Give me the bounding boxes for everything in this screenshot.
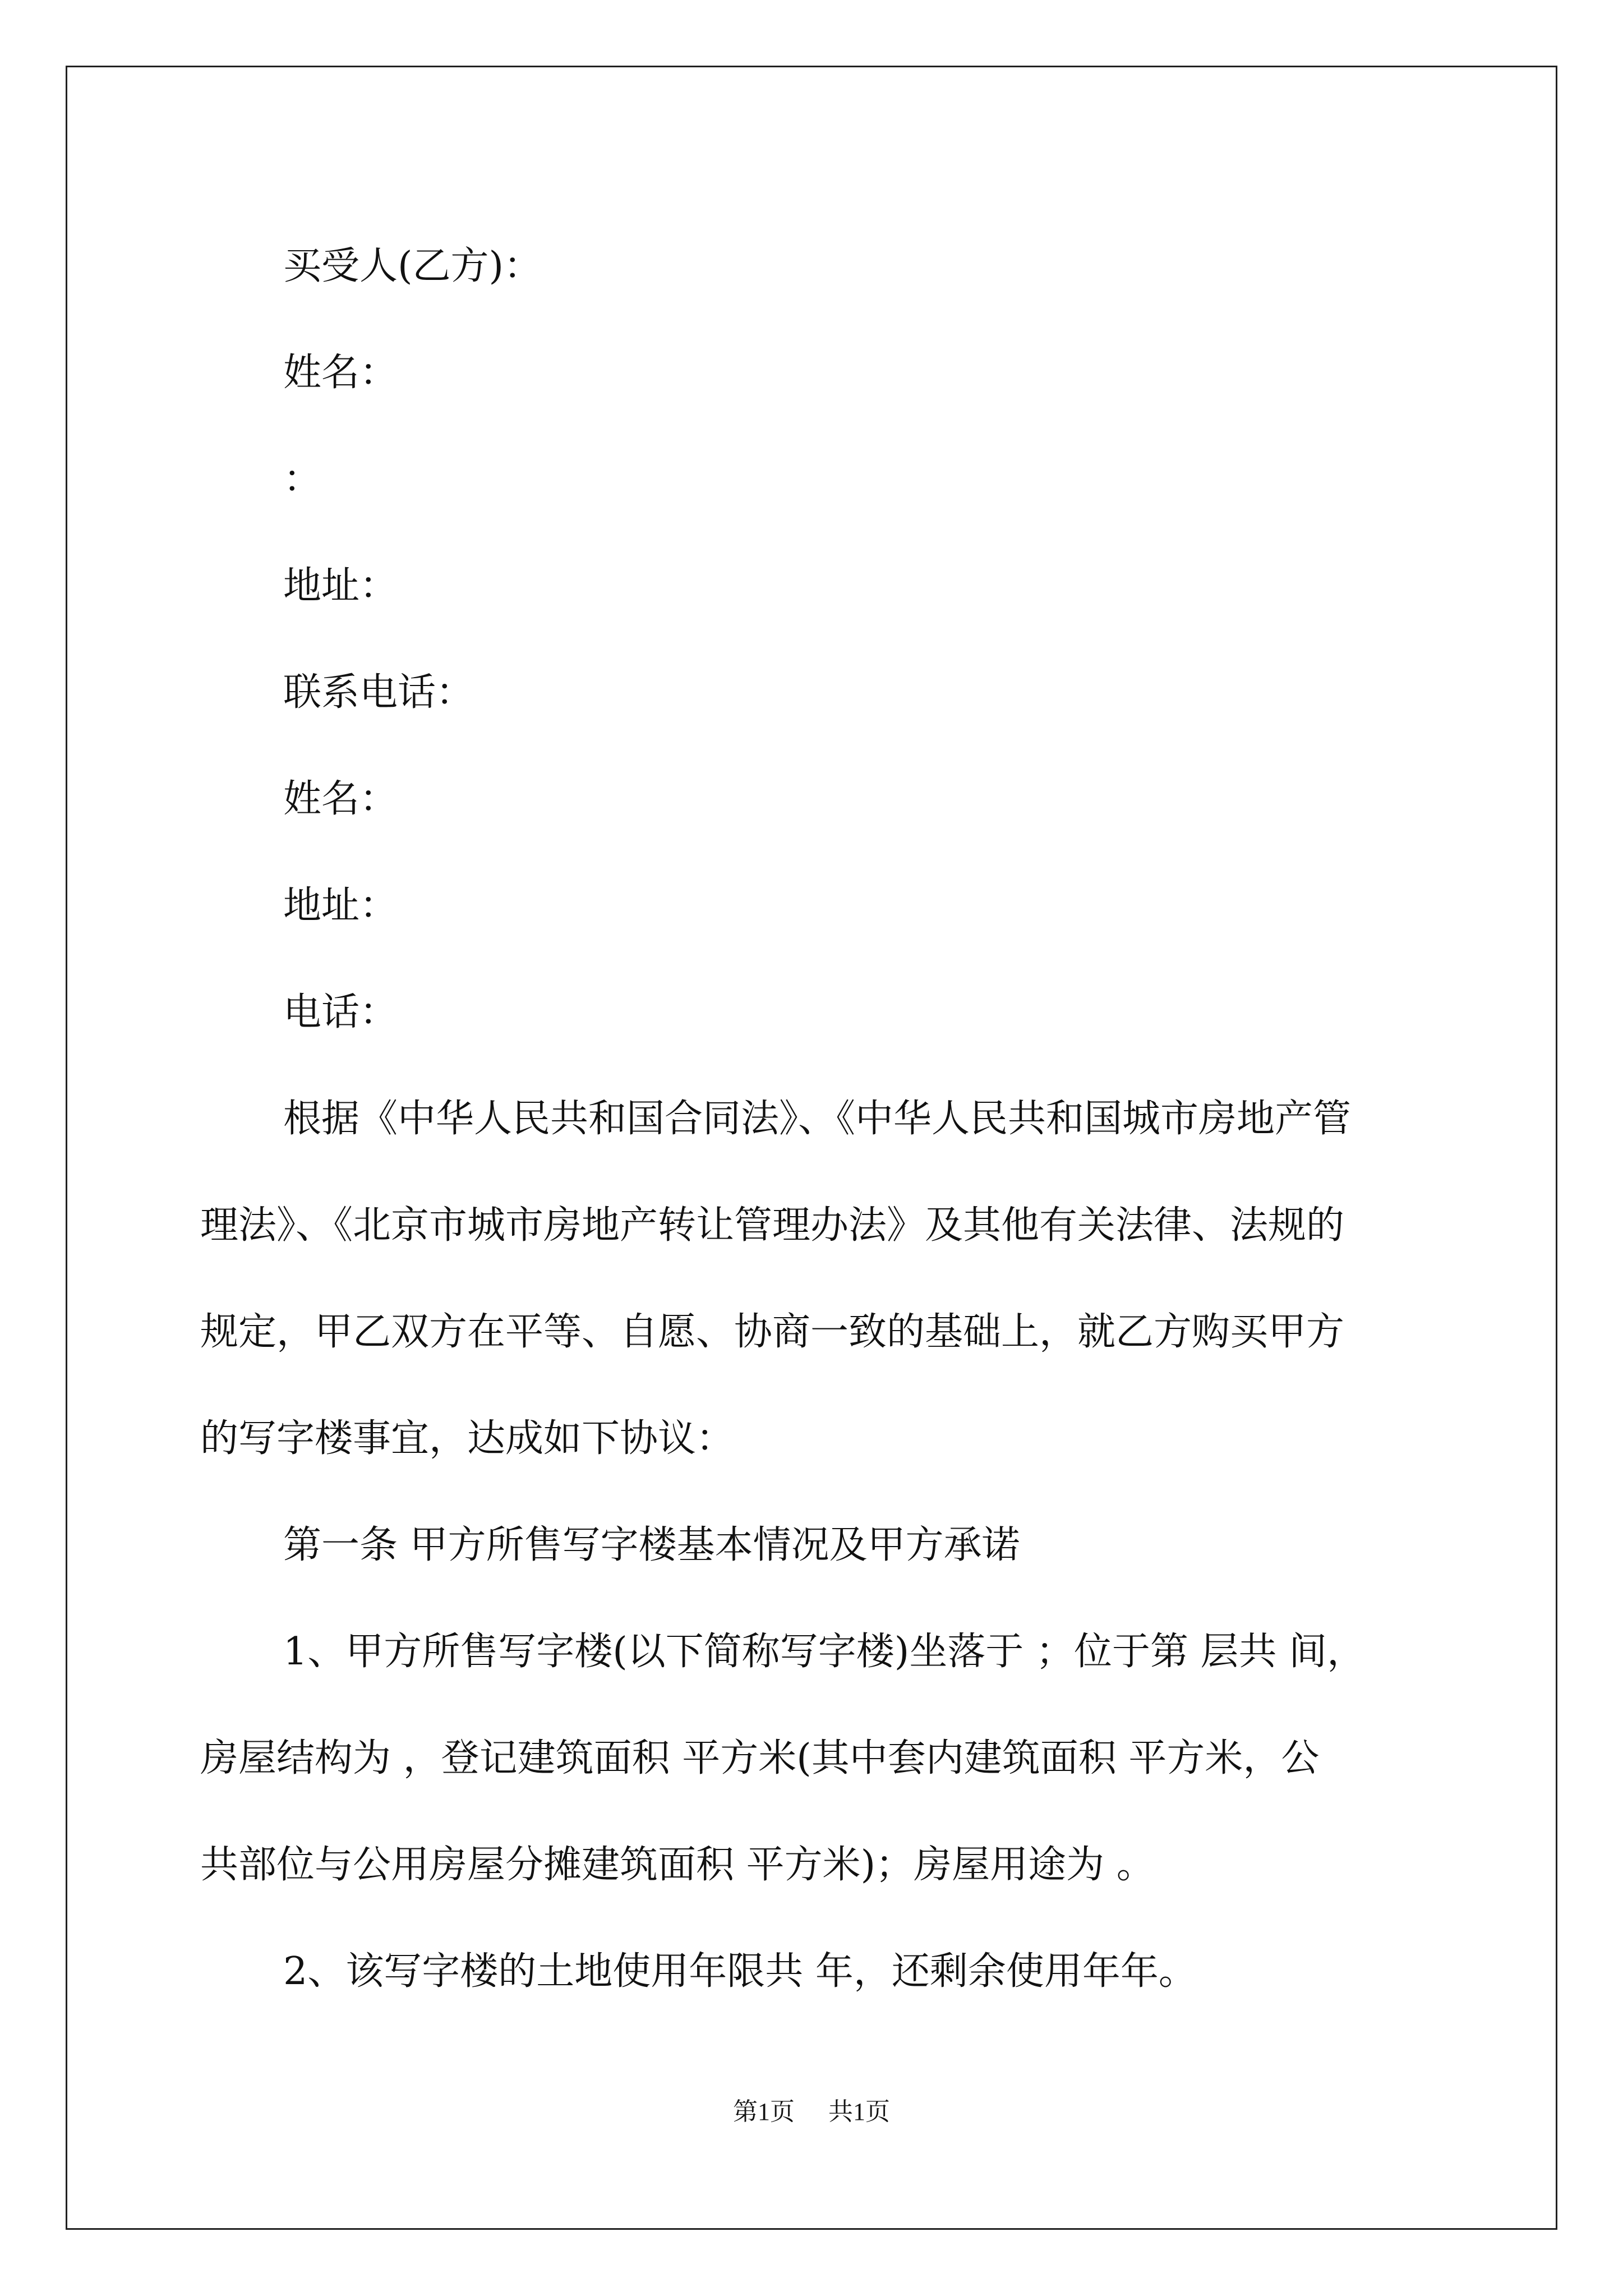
paragraph-line: 理法》、《北京市城市房地产转让管理办法》及其他有关法律、法规的 (200, 1203, 1345, 1248)
paragraph-line: 房屋结构为 ，登记建筑面积 平方米(其中套内建筑面积 平方米，公 (200, 1736, 1320, 1780)
text-line: 地址： (283, 564, 398, 608)
document-body (200, 213, 1434, 2025)
paragraph-line: 根据《中华人民共和国合同法》、《中华人民共和国城市房地产管 (283, 1097, 1352, 1141)
paragraph-line: 的写字楼事宜，达成如下协议： (200, 1416, 735, 1461)
paragraph-line: 1、甲方所售写字楼(以下简称写字楼)坐落于 ；位于第 层共 间， (283, 1630, 1366, 1674)
text-line: ： (283, 457, 322, 501)
article-heading: 第一条 甲方所售写字楼基本情况及甲方承诺 (283, 1523, 1020, 1567)
paragraph-line: 2、该写字楼的土地使用年限共 年，还剩余使用年年。 (283, 1949, 1197, 1994)
page-number-current: 第1页 (733, 2098, 795, 2125)
page-footer (0, 2095, 1623, 2129)
text-line: 电话： (283, 990, 398, 1034)
page-number-total: 共1页 (828, 2098, 890, 2125)
text-line: 联系电话： (283, 670, 474, 715)
text-line: 姓名： (283, 351, 398, 395)
text-line: 地址： (283, 884, 398, 928)
paragraph-line: 规定，甲乙双方在平等、自愿、协商一致的基础上，就乙方购买甲方 (200, 1310, 1345, 1354)
paragraph-line: 共部位与公用房屋分摊建筑面积 平方米)；房屋用途为 。 (200, 1843, 1155, 1887)
text-line: 买受人(乙方)： (283, 244, 542, 288)
text-line: 姓名： (283, 777, 398, 821)
